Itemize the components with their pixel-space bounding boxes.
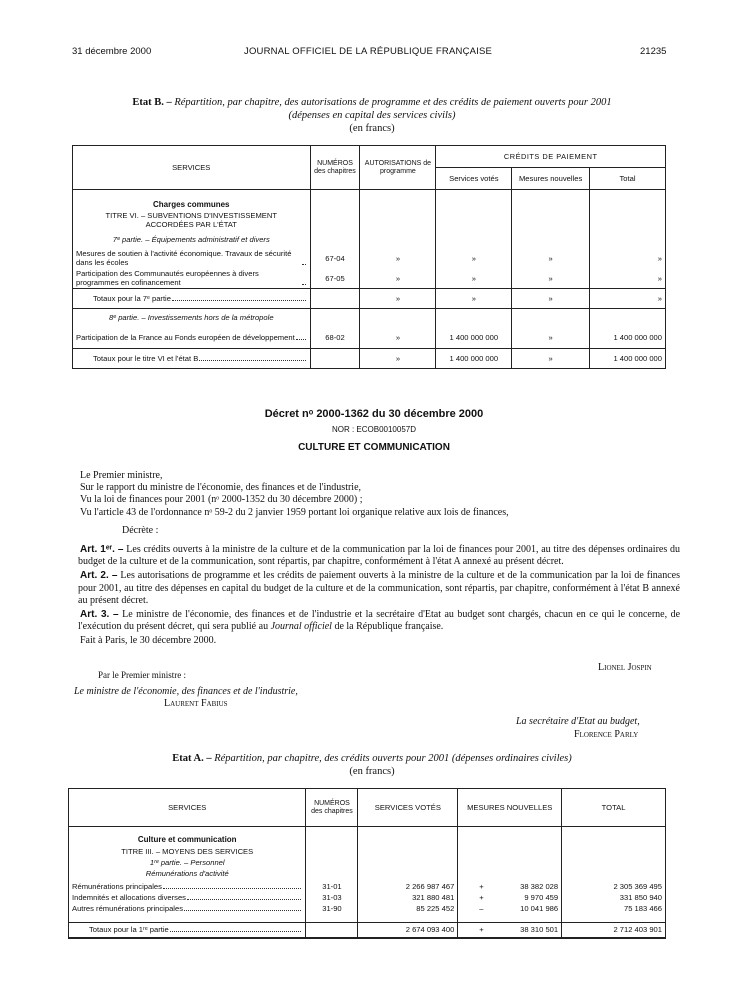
- decrete: Décrète :: [122, 524, 159, 536]
- row-label: Rémunérations principales: [72, 882, 162, 891]
- etat-a-table: [68, 788, 666, 939]
- row-chapitre: 68-02: [310, 327, 360, 349]
- secretary-name: Florence Parly: [574, 729, 639, 740]
- intro-line: Vu la loi de finances pour 2001 (nᵒ 2000-1352 du 30 décembre 2000) ;: [80, 494, 363, 506]
- etat-b-title-units: (en francs): [349, 123, 395, 134]
- row-chapitre: 67-05: [310, 268, 360, 289]
- etat-a-header-total: TOTAL: [562, 789, 666, 827]
- etat-b-header-mesures-nouvelles: Mesures nouvelles: [512, 168, 590, 190]
- totaux-total: 2 712 403 901: [562, 922, 666, 938]
- row-total: 75 183 466: [562, 903, 666, 914]
- totaux-sign: +: [479, 925, 484, 935]
- row-chapitre: 31-03: [306, 892, 358, 903]
- row-sign: –: [479, 904, 484, 913]
- etat-a-header-services: SERVICES: [69, 789, 306, 827]
- etat-a-title-units: (en francs): [349, 766, 395, 777]
- decree-title: Décret nᵒ 2000-1362 du 30 décembre 2000: [264, 408, 484, 420]
- row-total: 1 400 000 000: [590, 327, 666, 349]
- etat-b-title-italic-1: Répartition, par chapitre, des autorisations de programme et des crédits de paiement ouverts pour 2001: [174, 97, 612, 108]
- row-total: »: [590, 268, 666, 289]
- etat-a-sub: Rémunérations d'activité: [69, 868, 306, 881]
- etat-a-header-numeros: NUMÉROS des chapitres: [306, 789, 358, 827]
- row-label: Autres rémunérations principales: [72, 904, 184, 913]
- row-mn: 9 970 459: [524, 893, 559, 902]
- table-row: [73, 327, 666, 349]
- intro-line: Vu l'article 43 de l'ordonnance nᵒ 59-2 du 2 janvier 1959 portant loi organique relative aux lois de finances,: [80, 506, 509, 518]
- etat-b-header-total: Total: [590, 168, 666, 190]
- secretary-title: La secrétaire d'Etat au budget,: [516, 716, 640, 727]
- totaux-sv: »: [436, 289, 512, 309]
- table-row: [69, 881, 666, 892]
- row-mn: »: [512, 248, 590, 268]
- intro-line: Sur le rapport du ministre de l'économie, des finances et de l'industrie,: [80, 482, 362, 494]
- totaux-ap: »: [360, 349, 436, 369]
- row-total: 331 850 940: [562, 892, 666, 903]
- intro-line: Le Premier ministre,: [80, 470, 163, 481]
- etat-b-partie-8: 8ᵉ partie. – Investissements hors de la métropole: [73, 309, 311, 327]
- row-sv: 2 266 987 467: [358, 881, 458, 892]
- etat-a-caption: [70, 752, 674, 778]
- row-sv: »: [436, 248, 512, 268]
- row-sv: 1 400 000 000: [436, 327, 512, 349]
- totaux-mn: 38 310 501: [520, 925, 559, 935]
- totaux-mn: »: [512, 349, 590, 369]
- etat-a-section: Culture et communication: [69, 827, 306, 846]
- row-chapitre: 31-01: [306, 881, 358, 892]
- etat-b-partie-7: 7ᵉ partie. – Équipements administratif et divers: [73, 230, 311, 248]
- table-row: [69, 903, 666, 914]
- totaux-sv: 2 674 093 400: [358, 922, 458, 938]
- etat-b-header-credits: CRÉDITS DE PAIEMENT: [436, 146, 666, 168]
- etat-b-header-autorisations: AUTORISATIONS de programme: [360, 146, 436, 190]
- etat-a-titre: TITRE III. – MOYENS DES SERVICES: [69, 845, 306, 857]
- row-chapitre: 67-04: [310, 248, 360, 268]
- header-page-number: 21235: [640, 46, 667, 57]
- header-date: 31 décembre 2000: [72, 46, 152, 57]
- totaux-label: Totaux pour le titre VI et l'état B: [93, 354, 199, 363]
- totaux-label: Totaux pour la 7ᵉ partie: [93, 294, 171, 303]
- totaux-mn: »: [512, 289, 590, 309]
- table-row: [73, 268, 666, 289]
- fait-a-paris: Fait à Paris, le 30 décembre 2000.: [80, 635, 217, 647]
- header-journal: JOURNAL OFFICIEL DE LA RÉPUBLIQUE FRANÇAISE: [244, 46, 493, 57]
- row-chapitre: 31-90: [306, 903, 358, 914]
- decree-intro: [78, 470, 678, 537]
- row-sign: +: [479, 882, 484, 891]
- row-sign: +: [479, 893, 484, 902]
- totaux-label: Totaux pour la 1ʳᵉ partie: [89, 925, 169, 935]
- row-label: Indemnités et allocations diverses: [72, 893, 186, 902]
- minister-title: Le ministre de l'économie, des finances et de l'industrie,: [74, 686, 298, 697]
- totaux-total: »: [590, 289, 666, 309]
- article-text: de la République française.: [334, 621, 444, 633]
- article-2: [78, 570, 680, 607]
- table-row: [69, 892, 666, 903]
- totaux-ap: »: [360, 289, 436, 309]
- row-label: Mesures de soutien à l'activité économique. Travaux de sécurité dans les écoles: [76, 249, 292, 267]
- row-ap: »: [360, 268, 436, 289]
- signatory-premier: Lionel Jospin: [598, 662, 652, 673]
- totaux-row: [73, 289, 666, 309]
- row-label: Participation des Communautés européennes à divers programmes en cofinancement: [76, 269, 259, 287]
- row-mn: »: [512, 327, 590, 349]
- article-text: Les autorisations de programme et les crédits de paiement ouverts à la ministre de la culture et de la communication par la loi de finances pour 2001, au titre des dépenses en capital du budget de la culture et de la communication, sont répartis, par chapitre, conformément à l'état B annexé au présent décret.: [78, 570, 681, 606]
- row-sv: 85 225 452: [358, 903, 458, 914]
- article-text-italic: Journal officiel: [270, 621, 332, 633]
- totaux-sv: 1 400 000 000: [436, 349, 512, 369]
- row-sv: 321 880 481: [358, 892, 458, 903]
- minister-name: Laurent Fabius: [164, 698, 228, 709]
- row-ap: »: [360, 248, 436, 268]
- row-mn: 10 041 986: [520, 904, 559, 913]
- etat-b-section: Charges communes: [73, 190, 311, 211]
- article-label: Art. 2. –: [80, 570, 118, 582]
- decree-articles: [78, 544, 680, 648]
- article-text: Le ministre de l'économie, des finances et de l'industrie et la secrétaire d'Etat au budget sont chargés, chacun en ce qui le concerne, de l'exécution du présent décret, qui sera publié au: [78, 609, 681, 633]
- row-total: »: [590, 248, 666, 268]
- totaux-row: [69, 922, 666, 938]
- etat-a-header-services-votes: SERVICES VOTÉS: [358, 789, 458, 827]
- article-label: Art. 3. –: [80, 609, 119, 621]
- article-3: [78, 609, 680, 633]
- row-total: 2 305 369 495: [562, 881, 666, 892]
- row-sv: »: [436, 268, 512, 289]
- table-row: [73, 248, 666, 268]
- decree-ministry: CULTURE ET COMMUNICATION: [298, 442, 450, 453]
- etat-b-title-italic-2: (dépenses en capital des services civils): [288, 110, 456, 121]
- article-text: Les crédits ouverts à la ministre de la culture et de la communication par la loi de finances pour 2001, au titre des dépenses ordinaires du budget de la culture et de la communication, sont répartis, par chapitre, conformément à l'état A annexé au présent décret.: [78, 544, 681, 568]
- row-ap: »: [360, 327, 436, 349]
- etat-a-header-mesures-nouvelles: MESURES NOUVELLES: [458, 789, 562, 827]
- etat-a-title-bold: Etat A. –: [172, 753, 212, 764]
- totaux-total: 1 400 000 000: [590, 349, 666, 369]
- totaux-row: [73, 349, 666, 369]
- etat-b-header-numeros: NUMÉROS des chapitres: [310, 146, 360, 190]
- article-label: Art. 1ᵉʳ. –: [80, 544, 124, 555]
- etat-b-titre: TITRE VI. – SUBVENTIONS D'INVESTISSEMENT ACCORDÉES PAR L'ÉTAT: [73, 210, 311, 230]
- etat-b-table: [72, 145, 666, 369]
- row-mn: 38 382 028: [520, 882, 559, 891]
- row-label: Participation de la France au Fonds européen de développement: [76, 332, 295, 342]
- article-1: [78, 544, 680, 568]
- etat-a-partie: 1ʳᵉ partie. – Personnel: [69, 857, 306, 868]
- etat-b-caption: [70, 96, 674, 135]
- etat-b-title-bold: Etat B. –: [132, 97, 172, 108]
- etat-b-header-services: SERVICES: [73, 146, 311, 190]
- etat-b-header-services-votes: Services votés: [436, 168, 512, 190]
- row-mn: »: [512, 268, 590, 289]
- etat-a-title-italic: Répartition, par chapitre, des crédits ouverts pour 2001 (dépenses ordinaires civiles): [214, 753, 572, 764]
- decree-nor: NOR : ECOB0010057D: [331, 425, 417, 434]
- par-le-premier-ministre: Par le Premier ministre :: [98, 670, 186, 680]
